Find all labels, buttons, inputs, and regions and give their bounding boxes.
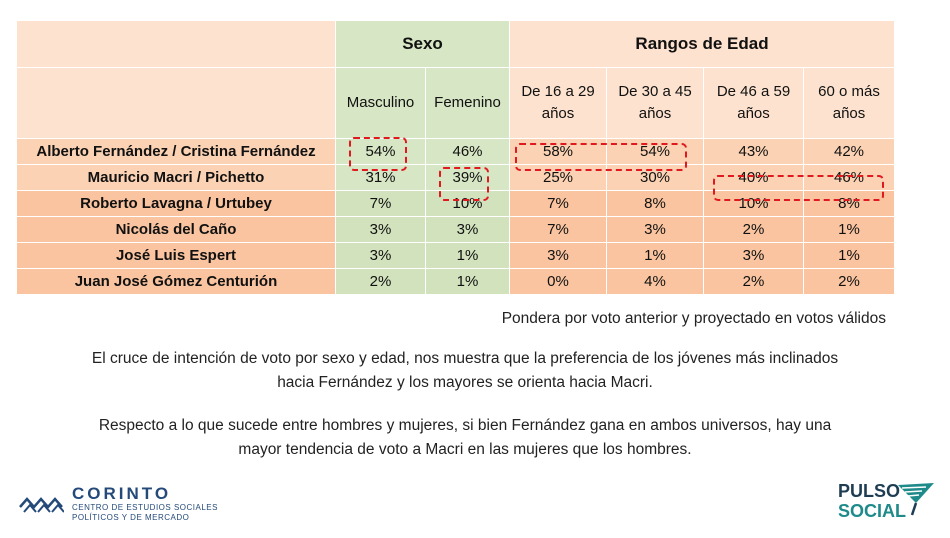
cell-age-16-29: 25% bbox=[510, 165, 607, 191]
table-row bbox=[17, 165, 895, 191]
group-header-row bbox=[17, 21, 895, 68]
candidate-name: Juan José Gómez Centurión bbox=[17, 269, 336, 295]
cell-femenino: 3% bbox=[426, 217, 510, 243]
cell-age-46-59: 40% bbox=[704, 165, 804, 191]
paragraph-2 bbox=[20, 414, 910, 462]
cell-age-16-29: 0% bbox=[510, 269, 607, 295]
cell-age-30-45: 3% bbox=[607, 217, 704, 243]
corinto-sub-1: CENTRO DE ESTUDIOS SOCIALES bbox=[72, 503, 218, 512]
cell-age-60: 1% bbox=[804, 243, 895, 269]
cell-age-60: 42% bbox=[804, 139, 895, 165]
cell-femenino: 10% bbox=[426, 191, 510, 217]
candidate-name: José Luis Espert bbox=[17, 243, 336, 269]
cell-age-16-29: 7% bbox=[510, 217, 607, 243]
corinto-logo bbox=[18, 485, 218, 523]
poll-table bbox=[16, 20, 895, 295]
cell-age-46-59: 2% bbox=[704, 269, 804, 295]
table-row bbox=[17, 269, 895, 295]
paragraph-2-line-2: mayor tendencia de voto a Macri en las mujeres que los hombres. bbox=[238, 441, 692, 458]
edad-header: Rangos de Edad bbox=[510, 21, 895, 68]
cell-age-60: 46% bbox=[804, 165, 895, 191]
cell-age-60: 2% bbox=[804, 269, 895, 295]
candidate-name: Mauricio Macri / Pichetto bbox=[17, 165, 336, 191]
pulso-line-1: PULSO bbox=[838, 481, 901, 501]
cell-masculino: 54% bbox=[336, 139, 426, 165]
cell-age-30-45: 4% bbox=[607, 269, 704, 295]
cell-age-16-29: 3% bbox=[510, 243, 607, 269]
cell-age-46-59: 43% bbox=[704, 139, 804, 165]
paragraph-1-line-2: hacia Fernández y los mayores se orienta hacia Macri. bbox=[277, 374, 653, 391]
cell-femenino: 39% bbox=[426, 165, 510, 191]
cell-age-60: 1% bbox=[804, 217, 895, 243]
table-row bbox=[17, 139, 895, 165]
cell-age-16-29: 58% bbox=[510, 139, 607, 165]
paragraph-2-line-1: Respecto a lo que sucede entre hombres y mujeres, si bien Fernández gana en ambos universos, hay una bbox=[98, 417, 832, 434]
cell-femenino: 1% bbox=[426, 269, 510, 295]
candidate-name: Alberto Fernández / Cristina Fernández bbox=[17, 139, 336, 165]
table-row bbox=[17, 191, 895, 217]
corner-cell bbox=[17, 21, 336, 68]
pulso-flag-icon bbox=[896, 481, 936, 517]
femenino-header: Femenino bbox=[426, 68, 510, 139]
age-60-header: 60 o más años bbox=[804, 68, 895, 139]
cell-age-30-45: 30% bbox=[607, 165, 704, 191]
candidate-name: Roberto Lavagna / Urtubey bbox=[17, 191, 336, 217]
cell-masculino: 3% bbox=[336, 217, 426, 243]
sexo-header: Sexo bbox=[336, 21, 510, 68]
paragraph-1 bbox=[20, 347, 910, 395]
corinto-sub-2: POLÍTICOS Y DE MERCADO bbox=[72, 513, 190, 522]
cell-age-30-45: 54% bbox=[607, 139, 704, 165]
cell-age-30-45: 8% bbox=[607, 191, 704, 217]
cell-age-46-59: 10% bbox=[704, 191, 804, 217]
cell-masculino: 7% bbox=[336, 191, 426, 217]
blank-cell bbox=[17, 68, 336, 139]
paragraph-1-line-1: El cruce de intención de voto por sexo y edad, nos muestra que la preferencia de los jóvenes más inclinados bbox=[91, 350, 839, 367]
cell-age-30-45: 1% bbox=[607, 243, 704, 269]
table-row bbox=[17, 243, 895, 269]
corinto-mark-icon bbox=[18, 493, 64, 515]
age-46-59-header: De 46 a 59 años bbox=[704, 68, 804, 139]
table-row bbox=[17, 217, 895, 243]
cell-age-46-59: 2% bbox=[704, 217, 804, 243]
masculino-header: Masculino bbox=[336, 68, 426, 139]
cell-femenino: 1% bbox=[426, 243, 510, 269]
cell-age-60: 8% bbox=[804, 191, 895, 217]
cell-masculino: 31% bbox=[336, 165, 426, 191]
pulso-line-2: SOCIAL bbox=[838, 501, 907, 521]
sub-header-row bbox=[17, 68, 895, 139]
pulso-social-logo bbox=[838, 481, 938, 529]
cell-masculino: 3% bbox=[336, 243, 426, 269]
poll-table-wrap bbox=[16, 20, 894, 295]
candidate-name: Nicolás del Caño bbox=[17, 217, 336, 243]
footnote: Pondera por voto anterior y proyectado en votos válidos bbox=[501, 310, 886, 327]
corinto-name: CORINTO bbox=[72, 484, 172, 503]
cell-femenino: 46% bbox=[426, 139, 510, 165]
cell-age-46-59: 3% bbox=[704, 243, 804, 269]
cell-masculino: 2% bbox=[336, 269, 426, 295]
cell-age-16-29: 7% bbox=[510, 191, 607, 217]
age-16-29-header: De 16 a 29 años bbox=[510, 68, 607, 139]
age-30-45-header: De 30 a 45 años bbox=[607, 68, 704, 139]
